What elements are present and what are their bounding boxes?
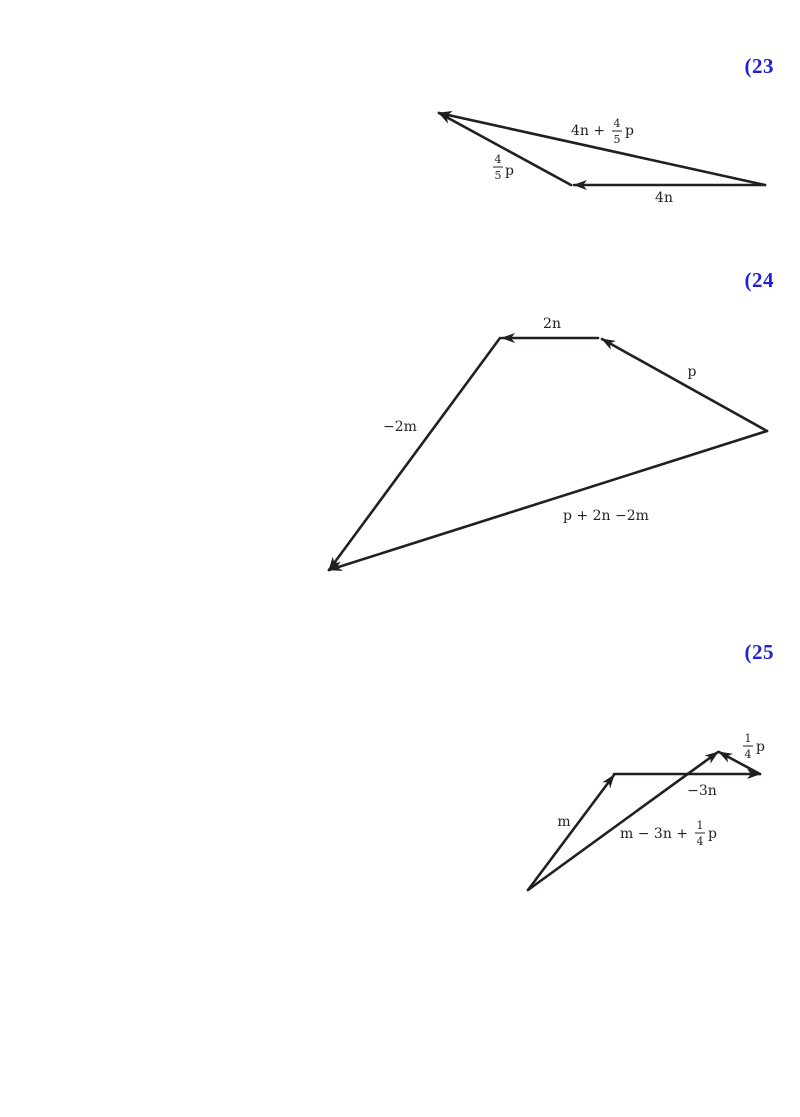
vector-p-plus-2n-minus-2m	[329, 431, 767, 570]
label-p: p	[687, 364, 697, 380]
figure-23	[439, 113, 765, 206]
label-m: m	[557, 814, 571, 830]
label-m-minus-3n-plus-1-4-p-prefix: m − 3n +	[620, 826, 689, 842]
figure-24	[329, 316, 767, 570]
label-4-5-p-suffix: p	[505, 163, 514, 179]
problem-number-25: (25	[744, 640, 774, 664]
figure-25	[528, 732, 765, 890]
label-p-plus-2n-minus-2m: p + 2n −2m	[563, 508, 649, 524]
problem-number-24: (24	[744, 268, 774, 292]
label-4-5-p-denominator: 5	[494, 169, 502, 182]
problem-number-23: (23	[744, 54, 774, 78]
label-neg-3n: −3n	[687, 783, 717, 799]
label-m-minus-3n-plus-1-4-p-suffix: p	[708, 826, 717, 842]
label-2n: 2n	[543, 316, 561, 332]
label-4n-plus-4-5-p-prefix: 4n +	[571, 123, 606, 139]
label-1-4-p-denominator: 4	[744, 748, 752, 761]
label-1-4-p-suffix: p	[756, 739, 765, 755]
vector-neg-2m	[329, 338, 500, 570]
label-4n-plus-4-5-p-numerator: 4	[613, 117, 621, 130]
label-4n: 4n	[655, 190, 673, 206]
label-neg-2m: −2m	[383, 419, 417, 435]
vector-m	[528, 775, 614, 890]
label-m-minus-3n-plus-1-4-p-numerator: 1	[696, 819, 704, 832]
label-1-4-p-numerator: 1	[744, 732, 752, 745]
vector-1-4-p	[719, 752, 760, 774]
label-4-5-p-numerator: 4	[494, 153, 502, 166]
vector-p	[602, 339, 767, 431]
label-m-minus-3n-plus-1-4-p-denominator: 4	[696, 835, 704, 848]
label-4n-plus-4-5-p-denominator: 5	[613, 133, 621, 146]
label-4n-plus-4-5-p-suffix: p	[625, 123, 634, 139]
